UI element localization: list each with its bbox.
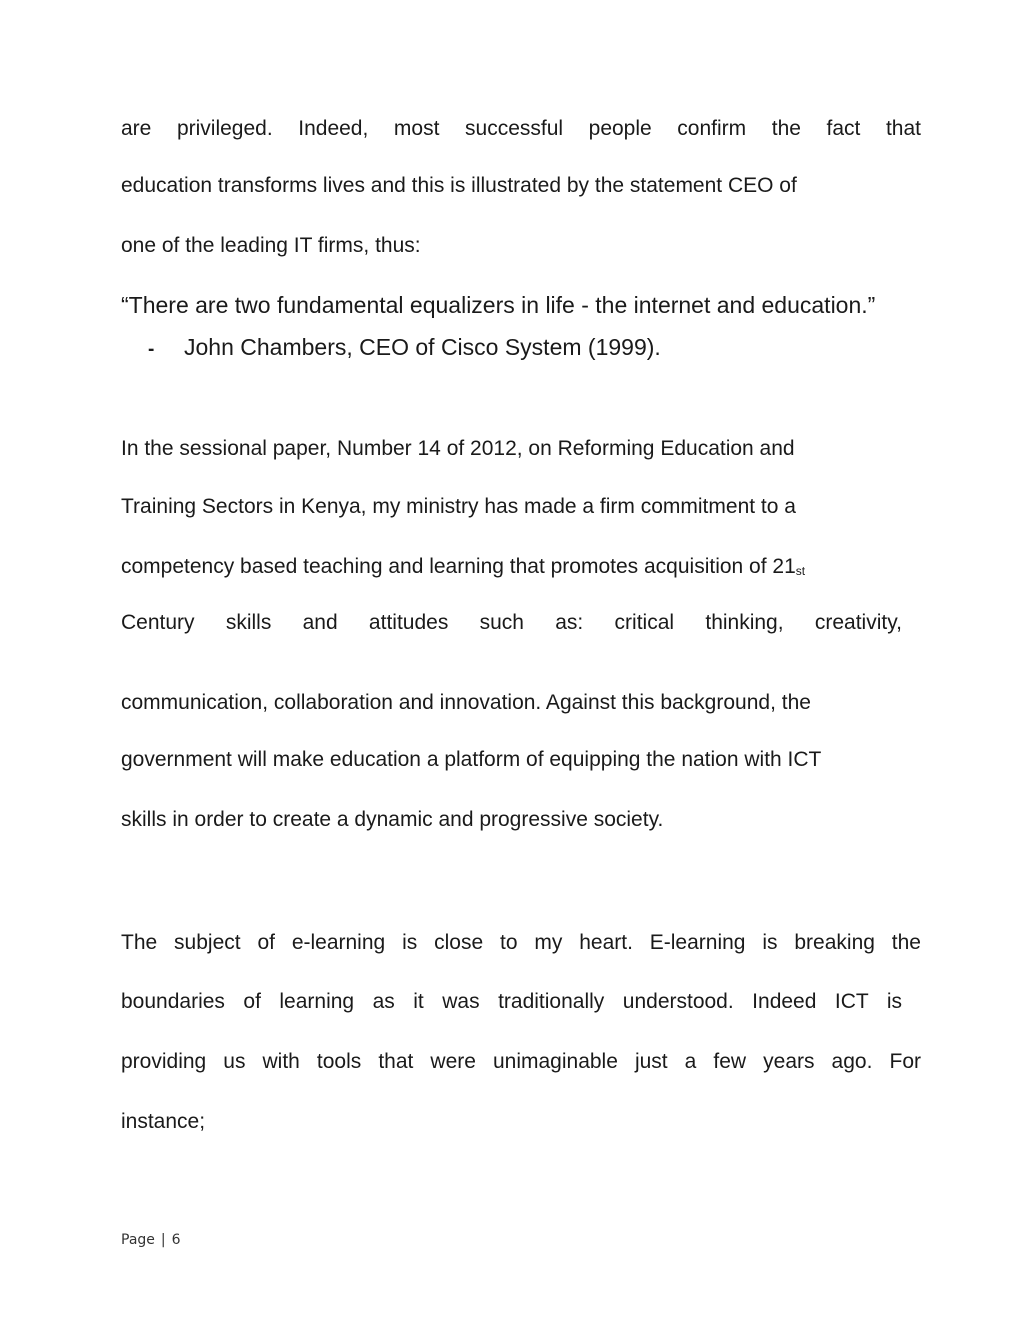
paragraph-1-line-3: one of the leading IT firms, thus: bbox=[121, 234, 421, 257]
page-footer bbox=[121, 1230, 181, 1250]
page-separator: | bbox=[160, 1232, 166, 1248]
paragraph-3-line-4: instance; bbox=[121, 1110, 206, 1133]
paragraph-2-line-3-text: competency based teaching and learning that promotes acquisition of 21 bbox=[121, 555, 796, 578]
paragraph-2-line-2: Training Sectors in Kenya, my ministry has made a firm commitment to a bbox=[121, 495, 796, 518]
page-label: Page bbox=[121, 1232, 155, 1248]
paragraph-3-line-3: providing us with tools that were unimaginable just a few years ago. For bbox=[121, 1050, 921, 1073]
paragraph-1-line-2: education transforms lives and this is illustrated by the statement CEO of bbox=[121, 174, 797, 197]
paragraph-2-line-1: In the sessional paper, Number 14 of 2012, on Reforming Education and bbox=[121, 437, 795, 460]
paragraph-1-line-1: are privileged. Indeed, most successful people confirm the fact that bbox=[121, 117, 921, 140]
superscript-st: st bbox=[795, 564, 806, 578]
paragraph-2-line-7: skills in order to create a dynamic and progressive society. bbox=[121, 808, 664, 831]
paragraph-2-line-3 bbox=[121, 554, 805, 584]
attribution-text: John Chambers, CEO of Cisco System (1999). bbox=[184, 334, 661, 360]
paragraph-2-line-6: government will make education a platform of equipping the nation with ICT bbox=[121, 748, 822, 771]
paragraph-3-line-1: The subject of e-learning is close to my heart. E-learning is breaking the bbox=[121, 931, 921, 954]
quote-attribution bbox=[148, 333, 661, 364]
quote-text: “There are two fundamental equalizers in life - the internet and education.” bbox=[121, 292, 876, 318]
paragraph-3-line-2: boundaries of learning as it was traditionally understood. Indeed ICT is bbox=[121, 990, 902, 1013]
paragraph-2-line-4: Century skills and attitudes such as: critical thinking, creativity, bbox=[121, 611, 902, 634]
attribution-bullet: - bbox=[148, 339, 155, 360]
paragraph-2-line-5: communication, collaboration and innovation. Against this background, the bbox=[121, 691, 811, 714]
page-number: 6 bbox=[171, 1232, 181, 1248]
